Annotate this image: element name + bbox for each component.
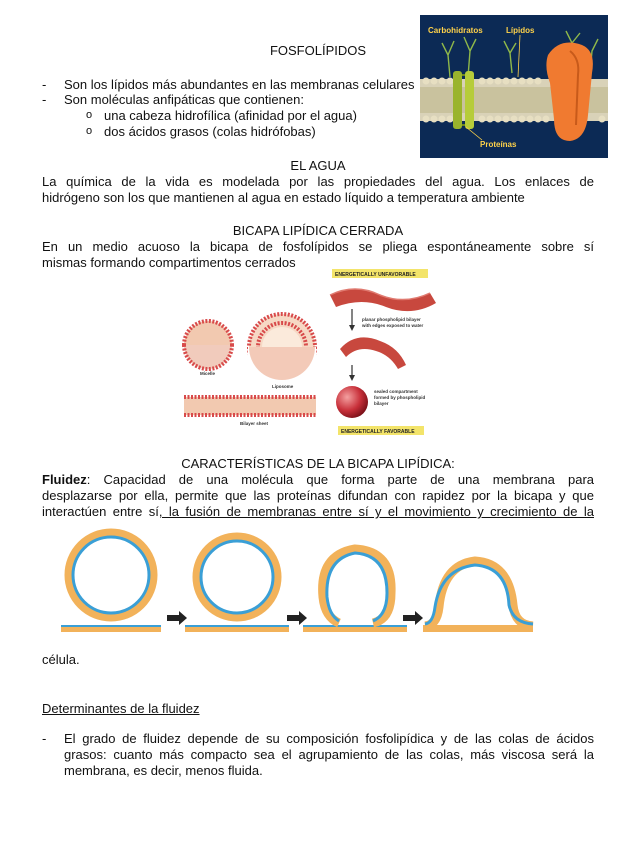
fluidez-line-1-rest: : Capacidad de una molécula que forma parte de una membrana para [86,472,594,487]
fluidez-line-3a: interactúen entre sí [42,504,159,519]
sealed-label-1: sealed compartment [374,389,418,394]
determinantes-paragraph [64,731,594,779]
sealed-label-3: bilayer [374,401,389,406]
determinantes-line-3: membrana, es decir, menos fluida. [64,763,263,778]
bullet-text-2: Son moléculas anfipáticas que contienen: [64,92,304,107]
bilayer-sheet [184,397,316,415]
bullet-marker: - [42,77,47,92]
title-bicapa-cerrada: BICAPA LIPÍDICA CERRADA [232,223,404,238]
cell-membrane-figure [420,15,608,158]
title-el-agua: EL AGUA [290,158,346,173]
label-proteins: Proteínas [480,140,517,149]
agua-text-line-2: hidrógeno son los que mantienen al agua en estado líquido a temperatura ambiente [42,190,525,205]
subbullet-marker: o [86,109,93,121]
favorable-label: ENERGETICALLY FAVORABLE [341,429,415,435]
title-fosfolipidos: FOSFOLÍPIDOS [269,43,367,58]
fluidez-line-1 [42,472,594,488]
subbullet-marker: o [86,125,93,137]
arrow-3 [403,611,423,625]
bilayer-formation-figure [180,265,450,440]
fluidez-line-3 [42,504,594,520]
vesicle-1 [69,533,153,617]
sheet-label: Bilayer sheet [240,421,269,426]
subbullet-text-1: una cabeza hidrofílica (afinidad por el agua) [104,108,357,123]
fluidez-continuation: célula. [42,652,80,667]
micelle [184,321,232,369]
bullet-text-1: Son los lípidos más abundantes en las membranas celulares [64,77,415,92]
bullet-marker: - [42,92,47,107]
vesicle-4 [425,561,533,626]
curling-bilayer [340,337,406,369]
membrane-fusion-figure [57,527,537,639]
sealed-compartment [336,386,368,418]
planar-label-2: with edges exposed to water [362,323,424,328]
bullet-marker: - [42,731,47,746]
planar-label-1: planar phospholipid bilayer [362,317,421,322]
determinantes-line-2: grasos: cuanto más compacto sea el agrupamiento de las colas, más viscosa será la [64,747,594,762]
title-caracteristicas: CARACTERÍSTICAS DE LA BICAPA LIPÍDICA: [181,456,455,471]
liposome-label: Liposome [272,384,294,389]
bicapa-text-line-1: En un medio acuoso la bicapa de fosfolípidos se pliega espontáneamente sobre sí [42,239,594,254]
agua-text-line-1: La química de la vida es modelada por las propiedades del agua. Los enlaces de [42,174,594,189]
sealed-label-2: formed by phospholipid [374,395,426,400]
label-carbohydrates: Carbohidratos [428,26,483,35]
subbullet-text-2: dos ácidos grasos (colas hidrófobas) [104,124,316,139]
liposome [248,314,316,383]
arrow-2 [287,611,307,625]
vesicle-3 [323,549,392,623]
fluidez-line-3b: , la fusión de membranas entre sí y el movimiento y crecimiento de la [158,504,594,519]
micelle-label: Micelle [200,371,216,376]
label-lipids: Lípidos [506,26,535,35]
arrow-1 [167,611,187,625]
bicapa-text-line-2: mismas formando compartimentos cerrados [42,255,296,270]
bottom-membranes [61,625,533,632]
vesicle-2 [197,537,277,617]
fluidez-line-2: desplazarse por ella, permite que las proteínas difundan con rapidez por la bicapa y que [42,488,594,503]
fluidez-term: Fluidez [42,472,87,487]
determinantes-line-1: El grado de fluidez depende de su composición fosfolipídica y de las colas de ácidos [64,731,594,746]
planar-bilayer [330,289,436,311]
title-determinantes: Determinantes de la fluidez [42,701,200,716]
unfavorable-label: ENERGETICALLY UNFAVORABLE [335,272,416,278]
